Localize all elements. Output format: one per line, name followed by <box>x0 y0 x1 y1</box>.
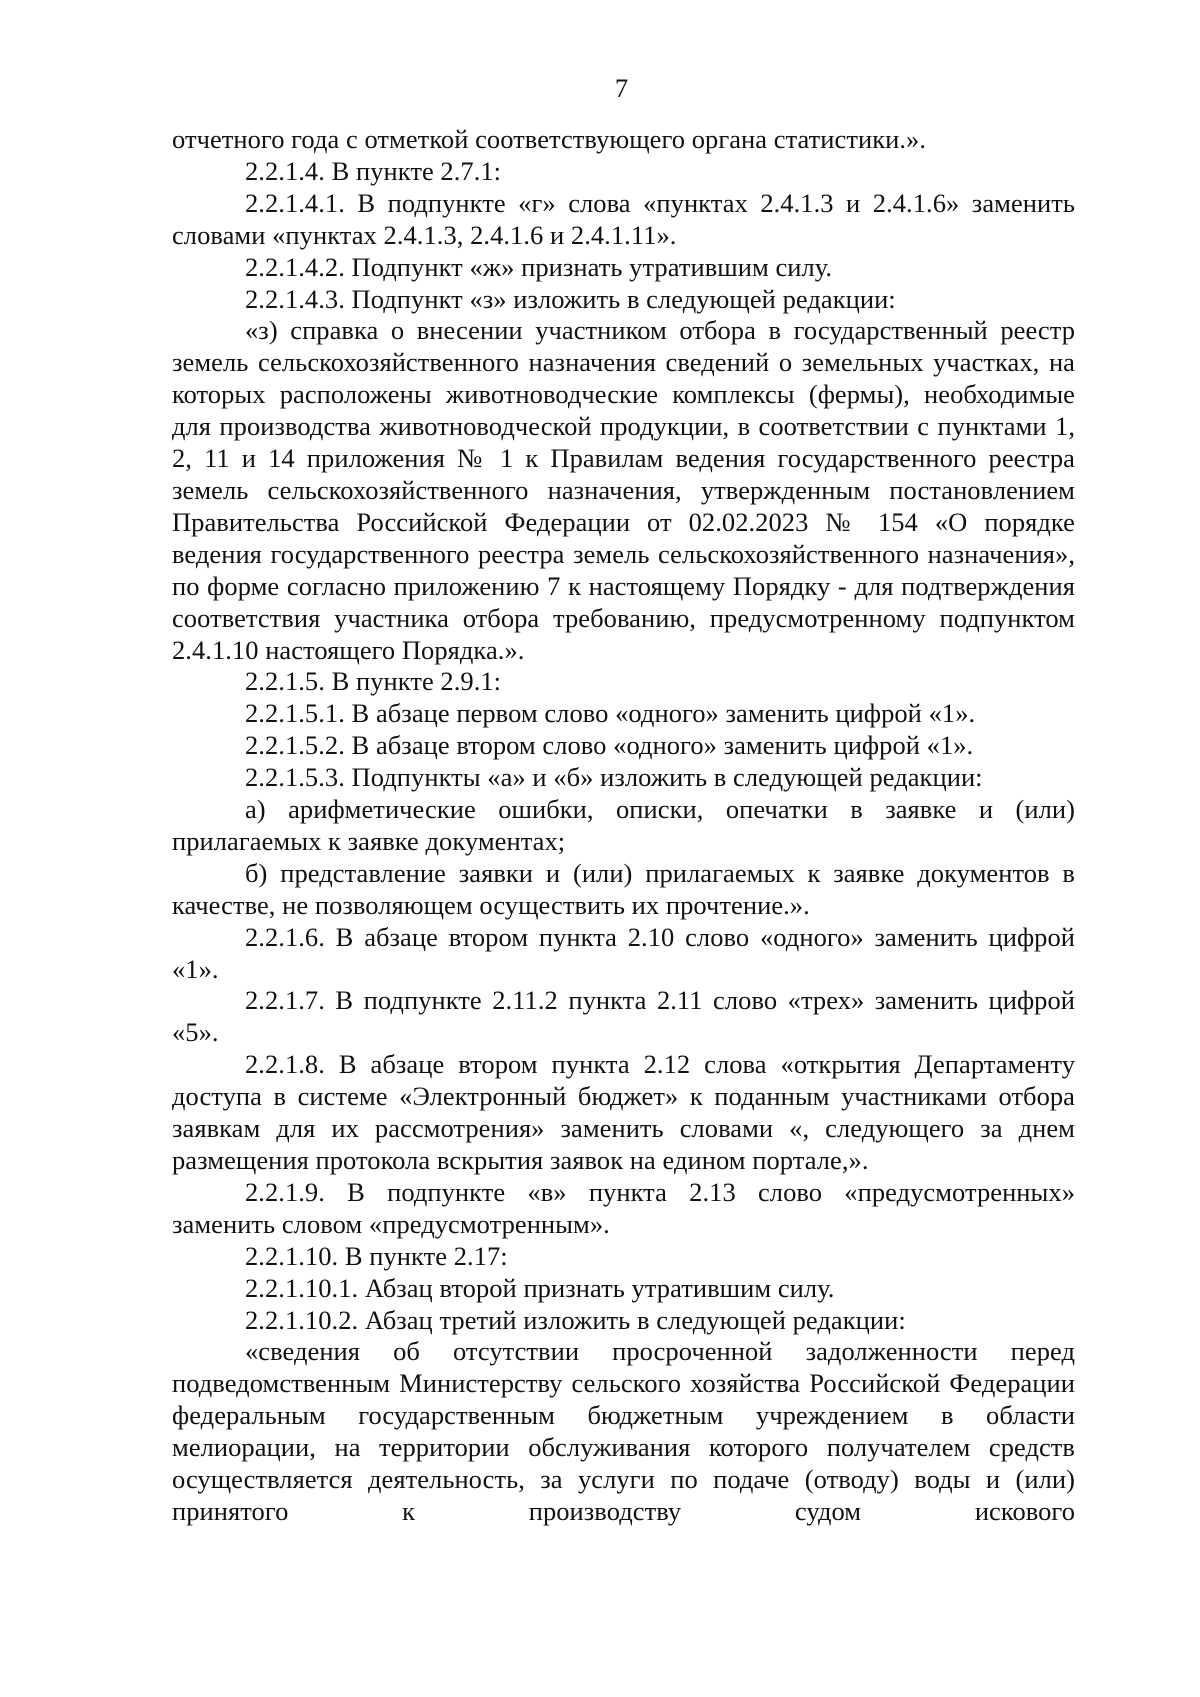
paragraph: 2.2.1.4.2. Подпункт «ж» признать утратившим силу. <box>245 251 833 282</box>
paragraph: 2.2.1.10. В пункте 2.17: <box>245 1240 508 1271</box>
paragraph: отчетного года с отметкой соответствующего органа статистики.». <box>172 124 926 154</box>
paragraph: 2.2.1.5.1. В абзаце первом слово «одного» заменить цифрой «1». <box>245 698 976 729</box>
paragraph: б) представление заявки и (или) прилагаемых к заявке документов в качестве, не позволяющем осуществить их прочтение.». <box>172 857 1075 920</box>
paragraph: «з) справка о внесении участником отбора в государственный реестр земель сельскохозяйственного назначения сведений о земельных участках, на которых расположены животноводческие комплексы (фермы), необходимые для производства животноводческой продукции, в соответствии с пунктами 1, 2, 11 и 14 приложения № 1 к Правилам ведения государственного реестра земель сельскохозяйственного назначения, утвержденным постановлением Правительства Российской Федерации от 02.02.2023 № 154 «О порядке ведения государственного реестра земель сельскохозяйственного назначения», по форме согласно приложению 7 к настоящему Порядку - для подтверждения соответствия участника отбора требованию, предусмотренному подпунктом 2.4.1.10 настоящего Порядка.». <box>172 315 1075 665</box>
paragraph: 2.2.1.5.2. В абзаце втором слово «одного» заменить цифрой «1». <box>245 730 974 761</box>
paragraph: 2.2.1.10.2. Абзац третий изложить в следующей редакции: <box>245 1304 906 1335</box>
page-number: 7 <box>614 73 629 103</box>
paragraph: 2.2.1.8. В абзаце втором пункта 2.12 слова «открытия Департаменту доступа в системе «Электронный бюджет» к поданным участниками отбора заявкам для их рассмотрения» заменить словами «, следующего за днем размещения протокола вскрытия заявок на едином портале,». <box>172 1049 1075 1175</box>
paragraph: а) арифметические ошибки, описки, опечатки в заявке и (или) прилагаемых к заявке документах; <box>172 794 1075 856</box>
paragraph: 2.2.1.5. В пункте 2.9.1: <box>245 666 502 697</box>
paragraph: «сведения об отсутствии просроченной задолженности перед подведомственным Министерству сельского хозяйства Российской Федерации федеральным государственным бюджетным учреждением в области мелиорации, на территории обслуживания которого получателем средств осуществляется деятельность, за услуги по подаче (отводу) воды и (или) принятого к производству судом искового <box>172 1336 1075 1526</box>
paragraph: 2.2.1.4.3. Подпункт «з» изложить в следующей редакции: <box>245 283 896 314</box>
paragraph: 2.2.1.4. В пункте 2.7.1: <box>245 155 502 186</box>
paragraph: 2.2.1.4.1. В подпункте «г» слова «пунктах 2.4.1.3 и 2.4.1.6» заменить словами «пунктах 2.4.1.3, 2.4.1.6 и 2.4.1.11». <box>172 187 1075 250</box>
paragraph: 2.2.1.7. В подпункте 2.11.2 пункта 2.11 слово «трех» заменить цифрой «5». <box>172 985 1075 1048</box>
document-body <box>172 124 1075 1528</box>
paragraph: 2.2.1.9. В подпункте «в» пункта 2.13 слово «предусмотренных» заменить словом «предусмотренным». <box>172 1176 1075 1239</box>
paragraph: 2.2.1.6. В абзаце втором пункта 2.10 слово «одного» заменить цифрой «1». <box>172 921 1075 984</box>
paragraph: 2.2.1.5.3. Подпункты «а» и «б» изложить в следующей редакции: <box>245 762 983 793</box>
paragraph: 2.2.1.10.1. Абзац второй признать утратившим силу. <box>245 1272 835 1303</box>
